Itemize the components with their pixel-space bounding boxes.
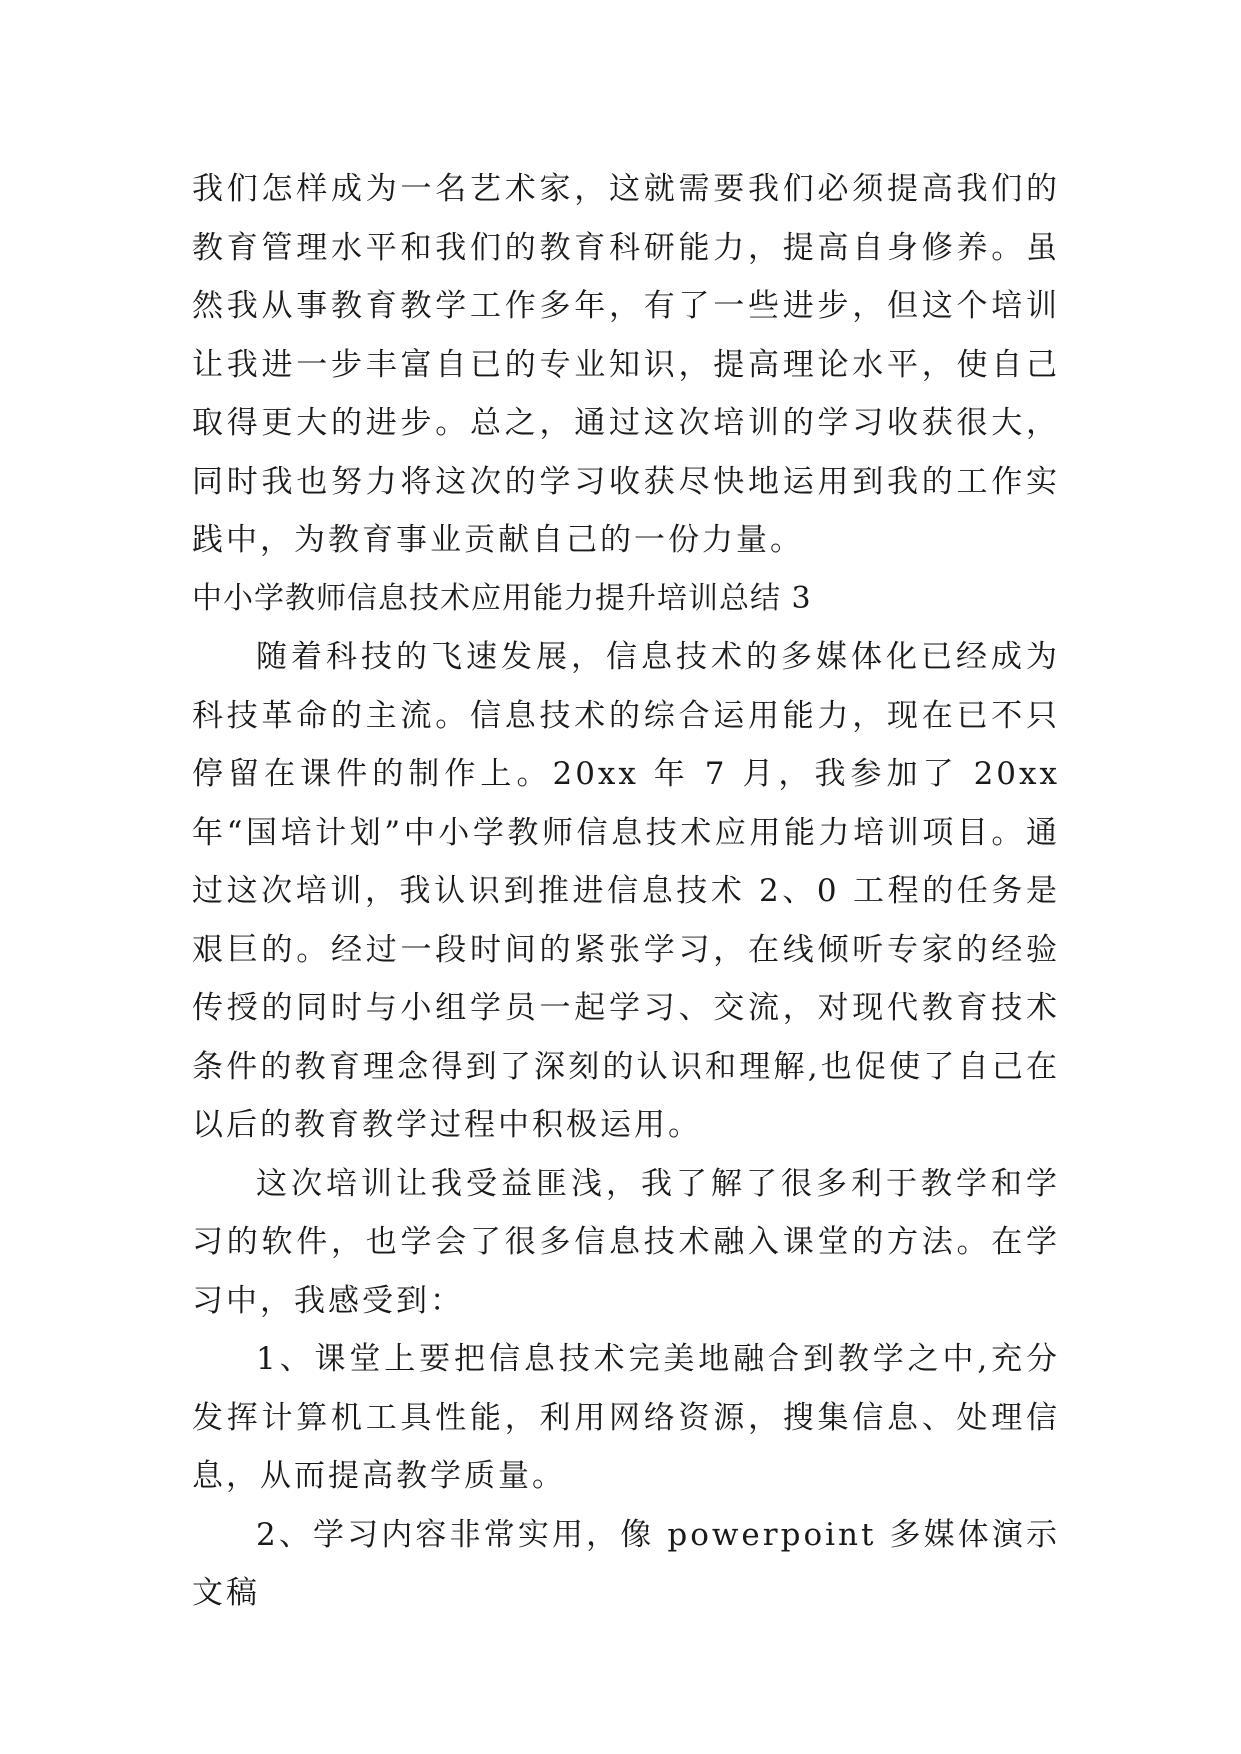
paragraph-intro: 随着科技的飞速发展，信息技术的多媒体化已经成为科技革命的主流。信息技术的综合运用能力，现在已不只停留在课件的制作上。20xx 年 7 月，我参加了 20xx 年“国培计划”中小学教师信息技术应用能力培训项目。通过这次培训，我认识到推进信息技术 2、0 工程的任务是艰巨的。经过一段时间的紧张学习，在线倾听专家的经验传授的同时与小组学员一起学习、交流，对现代教育技术条件的教育理念得到了深刻的认识和理解,也促使了自己在以后的教育教学过程中积极运用。 — [192, 639, 1060, 1143]
list-item-2: 2、学习内容非常实用，像 powerpoint 多媒体演示文稿 — [192, 1516, 1060, 1611]
document-page — [192, 160, 1060, 1623]
list-item-1: 1、课堂上要把信息技术完美地融合到教学之中,充分发挥计算机工具性能，利用网络资源，搜集信息、处理信息，从而提高教学质量。 — [192, 1341, 1060, 1494]
paragraph-benefits: 这次培训让我受益匪浅，我了解了很多利于教学和学习的软件，也学会了很多信息技术融入课堂的方法。在学习中，我感受到： — [192, 1165, 1060, 1319]
paragraph-continuation: 我们怎样成为一名艺术家，这就需要我们必须提高我们的教育管理水平和我们的教育科研能力，提高自身修养。虽然我从事教育教学工作多年，有了一些进步，但这个培训让我进一步丰富自已的专业知识，提高理论水平，使自己取得更大的进步。总之，通过这次培训的学习收获很大，同时我也努力将这次的学习收获尽快地运用到我的工作实践中，为教育事业贡献自己的一份力量。 — [192, 171, 1060, 558]
section-heading: 中小学教师信息技术应用能力提升培训总结 3 — [192, 580, 812, 616]
